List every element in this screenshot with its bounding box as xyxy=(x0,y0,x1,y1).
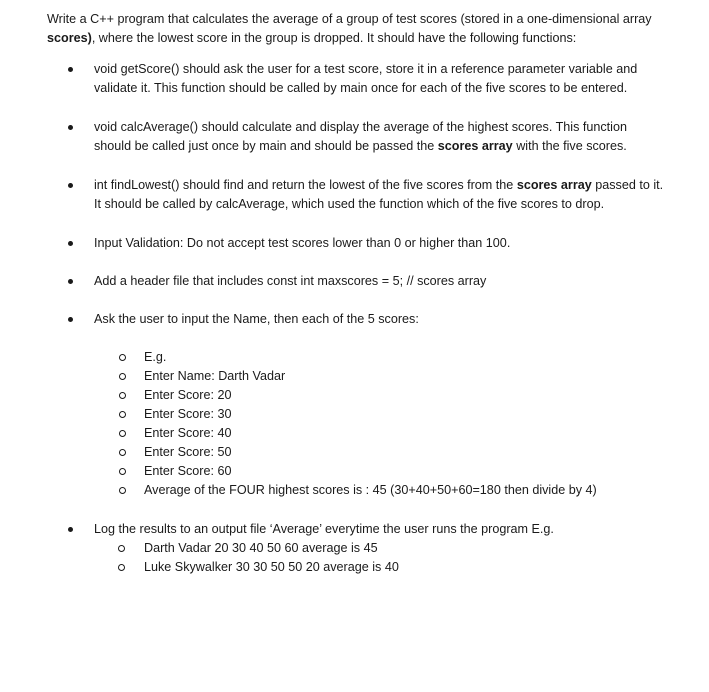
intro-text-1: Write a C++ program that calculates the average of a group of test scores (stored in a one-dimensional array xyxy=(47,12,652,26)
bullet-icon xyxy=(68,241,73,246)
sub-item-text: E.g. xyxy=(144,350,167,364)
sub-item-text: Enter Score: 20 xyxy=(144,388,232,402)
sub-item xyxy=(47,558,667,577)
circle-bullet-icon xyxy=(119,392,126,399)
item-text-post: passed to it. It should be called by calcAverage, which used the function which of the five scores to drop. xyxy=(94,178,664,211)
sub-item xyxy=(47,443,667,462)
list-item-calcaverage xyxy=(47,118,667,156)
circle-bullet-icon xyxy=(119,354,126,361)
circle-bullet-icon xyxy=(119,487,126,494)
bullet-icon xyxy=(68,183,73,188)
bullet-icon xyxy=(68,67,73,72)
sub-item-text: Enter Score: 50 xyxy=(144,445,232,459)
bullet-icon xyxy=(68,279,73,284)
sub-item xyxy=(47,405,667,424)
example-sublist xyxy=(47,348,667,500)
item-bold: scores array xyxy=(437,139,513,153)
sub-item xyxy=(47,367,667,386)
circle-bullet-icon xyxy=(118,564,125,571)
sub-item-text: Enter Score: 40 xyxy=(144,426,232,440)
circle-bullet-icon xyxy=(119,449,126,456)
circle-bullet-icon xyxy=(119,411,126,418)
intro-bold-scores: scores) xyxy=(47,31,92,45)
item-text: Log the results to an output file ‘Average’ everytime the user runs the program E.g. xyxy=(94,522,554,536)
sub-item xyxy=(47,424,667,443)
item-text-post: with the five scores. xyxy=(512,139,627,153)
sub-item xyxy=(47,481,667,500)
assignment-document xyxy=(47,10,667,577)
bullet-icon xyxy=(68,125,73,130)
list-item-findlowest xyxy=(47,176,667,214)
intro-paragraph xyxy=(47,10,667,48)
list-item-ask-user xyxy=(47,310,667,329)
sub-item xyxy=(47,386,667,405)
item-bold: scores array xyxy=(516,178,592,192)
sub-item-text: Enter Name: Darth Vadar xyxy=(144,369,286,383)
item-text: void calcAverage() should calculate and display the average of the highest scores. This function should be called just once by main and should be passed the xyxy=(94,120,627,153)
item-text: int findLowest() should find and return the lowest of the five scores from the xyxy=(94,178,517,192)
sub-item-text: Darth Vadar 20 30 40 50 60 average is 45 xyxy=(144,541,378,555)
sub-item-text: Average of the FOUR highest scores is : 45 (30+40+50+60=180 then divide by 4) xyxy=(144,483,597,497)
sub-item-text: Enter Score: 30 xyxy=(144,407,232,421)
sub-item xyxy=(47,462,667,481)
sub-item-text: Luke Skywalker 30 30 50 50 20 average is 40 xyxy=(144,560,399,574)
bullet-icon xyxy=(68,317,73,322)
circle-bullet-icon xyxy=(119,430,126,437)
circle-bullet-icon xyxy=(119,468,126,475)
item-text: void getScore() should ask the user for a test score, store it in a reference parameter variable and validate it. This function should be called by main once for each of the five scores to be entered. xyxy=(94,62,638,95)
item-text: Ask the user to input the Name, then each of the 5 scores: xyxy=(94,312,419,326)
list-item-log-results xyxy=(47,520,667,539)
log-sublist xyxy=(47,539,667,577)
list-item-header-file xyxy=(47,272,667,291)
list-item-getscore xyxy=(47,60,667,98)
circle-bullet-icon xyxy=(119,373,126,380)
sub-item-text: Enter Score: 60 xyxy=(144,464,232,478)
requirements-list xyxy=(47,60,667,577)
item-text: Input Validation: Do not accept test scores lower than 0 or higher than 100. xyxy=(94,236,511,250)
list-item-input-validation xyxy=(47,234,667,253)
bullet-icon xyxy=(68,527,73,532)
sub-item xyxy=(47,539,667,558)
item-text: Add a header file that includes const int maxscores = 5; // scores array xyxy=(94,274,487,288)
circle-bullet-icon xyxy=(118,545,125,552)
sub-item xyxy=(47,348,667,367)
intro-text-2: , where the lowest score in the group is dropped. It should have the following functions: xyxy=(91,31,577,45)
